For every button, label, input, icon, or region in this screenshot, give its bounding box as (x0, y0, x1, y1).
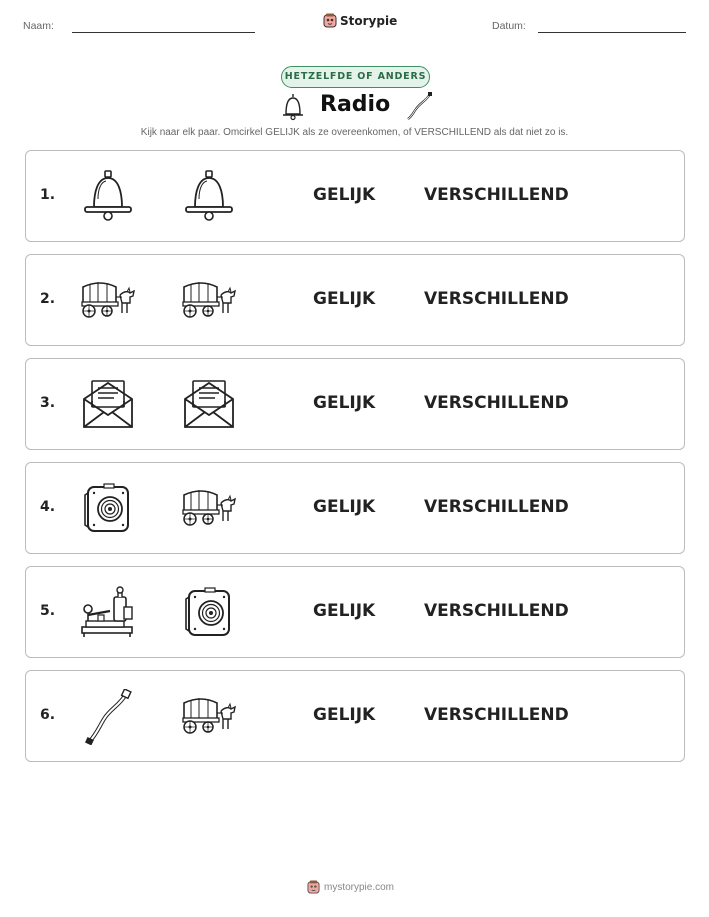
envelope-icon (80, 377, 136, 433)
footer (307, 880, 394, 895)
page-title: Radio (320, 92, 391, 117)
covered-wagon-icon (181, 273, 237, 329)
speaker-icon (181, 585, 237, 641)
pair-number: 1. (40, 187, 56, 203)
pair-number: 5. (40, 603, 56, 619)
option-same[interactable]: GELIJK (313, 185, 376, 205)
pair-number: 4. (40, 499, 56, 515)
option-same[interactable]: GELIJK (313, 289, 376, 309)
pair-row-4 (25, 462, 685, 554)
option-different[interactable]: VERSCHILLEND (424, 601, 569, 621)
pair-row-6 (25, 670, 685, 762)
pair-number: 2. (40, 291, 56, 307)
pair-row-3 (25, 358, 685, 450)
storypie-mascot-icon (307, 880, 320, 895)
envelope-icon (181, 377, 237, 433)
option-different[interactable]: VERSCHILLEND (424, 289, 569, 309)
option-different[interactable]: VERSCHILLEND (424, 705, 569, 725)
cable-icon (80, 689, 136, 745)
telegraph-key-icon (80, 585, 136, 641)
date-line[interactable] (538, 32, 686, 33)
storypie-mascot-icon (323, 13, 337, 29)
option-same[interactable]: GELIJK (313, 601, 376, 621)
pair-number: 3. (40, 395, 56, 411)
pair-number: 6. (40, 707, 56, 723)
option-same[interactable]: GELIJK (313, 705, 376, 725)
pair-row-5 (25, 566, 685, 658)
option-different[interactable]: VERSCHILLEND (424, 393, 569, 413)
brand-logo (323, 13, 397, 29)
brand-name: Storypie (340, 14, 398, 28)
option-same[interactable]: GELIJK (313, 497, 376, 517)
option-same[interactable]: GELIJK (313, 393, 376, 413)
footer-site-link[interactable]: mystorypie.com (324, 882, 395, 893)
cable-icon (404, 91, 434, 121)
covered-wagon-icon (181, 481, 237, 537)
name-label: Naam: (23, 20, 54, 32)
option-different[interactable]: VERSCHILLEND (424, 497, 569, 517)
category-badge: HETZELFDE OF ANDERS (281, 66, 430, 88)
name-line[interactable] (72, 32, 255, 33)
covered-wagon-icon (181, 689, 237, 745)
speaker-icon (80, 481, 136, 537)
bell-icon (80, 169, 136, 225)
pair-row-1 (25, 150, 685, 242)
bell-icon (280, 92, 306, 122)
instructions-text: Kijk naar elk paar. Omcirkel GELIJK als ze overeenkomen, of VERSCHILLEND als dat niet zo is. (140, 127, 569, 138)
option-different[interactable]: VERSCHILLEND (424, 185, 569, 205)
bell-icon (181, 169, 237, 225)
pair-row-2 (25, 254, 685, 346)
date-label: Datum: (492, 20, 526, 32)
covered-wagon-icon (80, 273, 136, 329)
